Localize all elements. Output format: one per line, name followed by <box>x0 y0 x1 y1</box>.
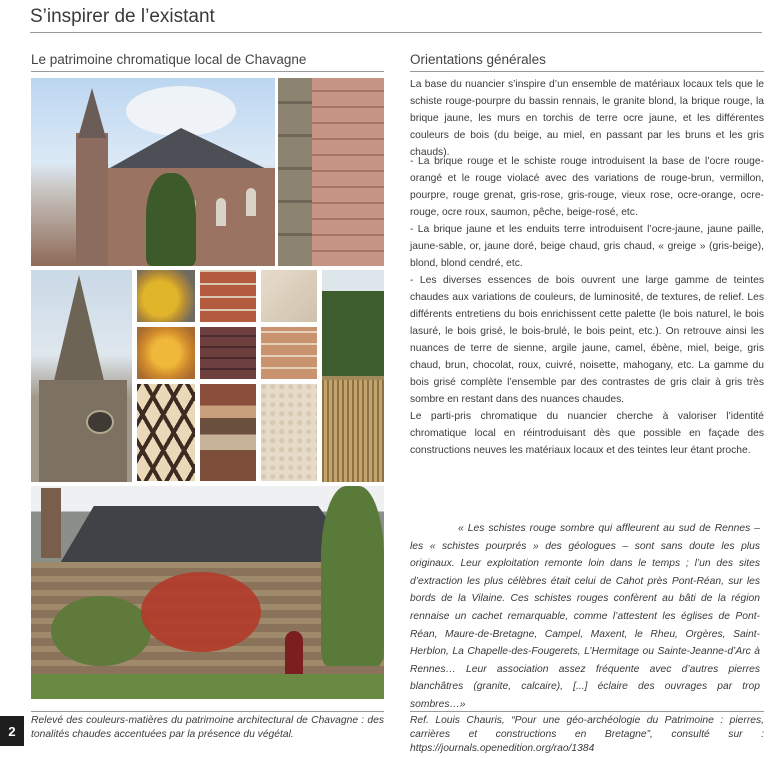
left-footer-divider <box>31 711 384 712</box>
page-number: 2 <box>0 716 24 746</box>
title-divider <box>30 32 762 33</box>
reference-citation: Ref. Louis Chauris, “Pour une géo-archéologie du Patrimoine : pierres, carrières et constructions en Bretagne”, consulté sur : https://journals.openedition.org/rao/1384 <box>410 715 764 754</box>
yellow-lichen-swatch <box>137 270 195 322</box>
page-title: S’inspirer de l’existant <box>30 6 215 27</box>
right-footer-divider <box>410 711 764 712</box>
left-section-heading: Le patrimoine chromatique local de Chavagne <box>31 52 307 67</box>
house-photo <box>31 486 384 699</box>
orange-lichen-swatch <box>137 327 195 379</box>
red-brick-swatch <box>200 270 256 322</box>
left-heading-divider <box>31 71 384 72</box>
bullet-list <box>410 153 764 408</box>
closing-paragraph: Le parti-pris chromatique du nuancier cherche à valoriser l’identité chromatique local en réintroduisant dès que possible en façade des constructions neuves les matériaux locaux et des teintes leur étant proche. <box>410 411 764 456</box>
photo-caption: Relevé des couleurs-matières du patrimoine architectural de Chavagne : des tonalités chaudes accentuées par la présence du végétal. <box>31 715 384 740</box>
timber-frame-swatch <box>137 384 195 481</box>
quote-block: « Les schistes rouge sombre qui affleurent au sud de Rennes – les « schistes pourprés » des géologues – sont sans doute les plus originaux. Leur exploitation remonte loin dans le temps ; l’un des sites d’extraction les plus célèbres était celui de Cahot près Pont-Réan, sur les bords de la Vilaine. Ces schistes rouges confèrent au bâti de la région rennaise un cachet remarquable, comme l’attestent les églises de Pont-Réan, Maure-de-Bretagne, Campel, Maxent, le Rheu, Orgères, Saint-Herblon, La Chapelle-des-Fougerets, L’Hermitage ou Sainte-Jeanne-d’Arc à Rennes… Leur association assez fréquente avec d’autres pierres blanchâtres (granite, calcaire), [...] éclaire des ouvrages par trop sombres…» <box>410 523 760 710</box>
bell-tower-photo <box>31 270 132 482</box>
beige-stone-swatch <box>261 270 317 322</box>
intro-paragraph: La base du nuancier s’inspire d’un ensemble de matériaux locaux tels que le schiste rouge-pourpre du bassin rennais, le granite blond, la brique rouge, la brique jaune, les murs en torchis de terre ocre jaune, et les différentes couleurs de bois (du beige, au miel, en passant par les bruns et les gris chauds). <box>410 79 764 158</box>
right-heading-divider <box>410 71 764 72</box>
bullet-brick-schist: - La brique rouge et le schiste rouge introduisent la base de l’ocre rouge-orangé et le rouge violacé avec des variations de rouge-brun, vermillon, pourpre, rouge grenat, gris-rose, gris-rouge, vieux rose, ocre-orange, ocre-rouge, ocre roux, saumon, pêche, beige-rosé, etc. <box>410 156 764 218</box>
layered-schist-swatch <box>200 384 256 481</box>
right-section-heading: Orientations générales <box>410 52 546 67</box>
granite-swatch <box>261 384 317 481</box>
purple-schist-swatch <box>200 327 256 379</box>
stone-wall-photo <box>278 78 384 266</box>
vegetation-photo <box>322 270 384 482</box>
church-photo <box>31 78 275 266</box>
yellow-brick-swatch <box>261 327 317 379</box>
bullet-wood: - Les diverses essences de bois ouvrent une large gamme de teintes chaudes aux variations de couleurs, de luminosité, de textures, de relief. Les différents entretiens du bois enrichissent cette palette (le bois naturel, le bois lasuré, le bois grisé, le bois-brulé, le bois peint, etc.). On retrouve ainsi les nuances de terre de sienne, argile jaune, camel, ébène, miel, beige, gris chaud, brun, chocolat, roux, cuivré, noisette, mahogany, etc. La gamme du bois grisé complète l’ensemble par des contrastes de gris clair à gris très sombre en restant dans des nuances chaudes. <box>410 275 764 405</box>
bullet-yellow-brick: - La brique jaune et les enduits terre introduisent l’ocre-jaune, jaune paille, jaune-sable, or, jaune doré, beige chaud, gris chaud, « greige » (gris-beige), blond, blond cendré, etc. <box>410 224 764 269</box>
